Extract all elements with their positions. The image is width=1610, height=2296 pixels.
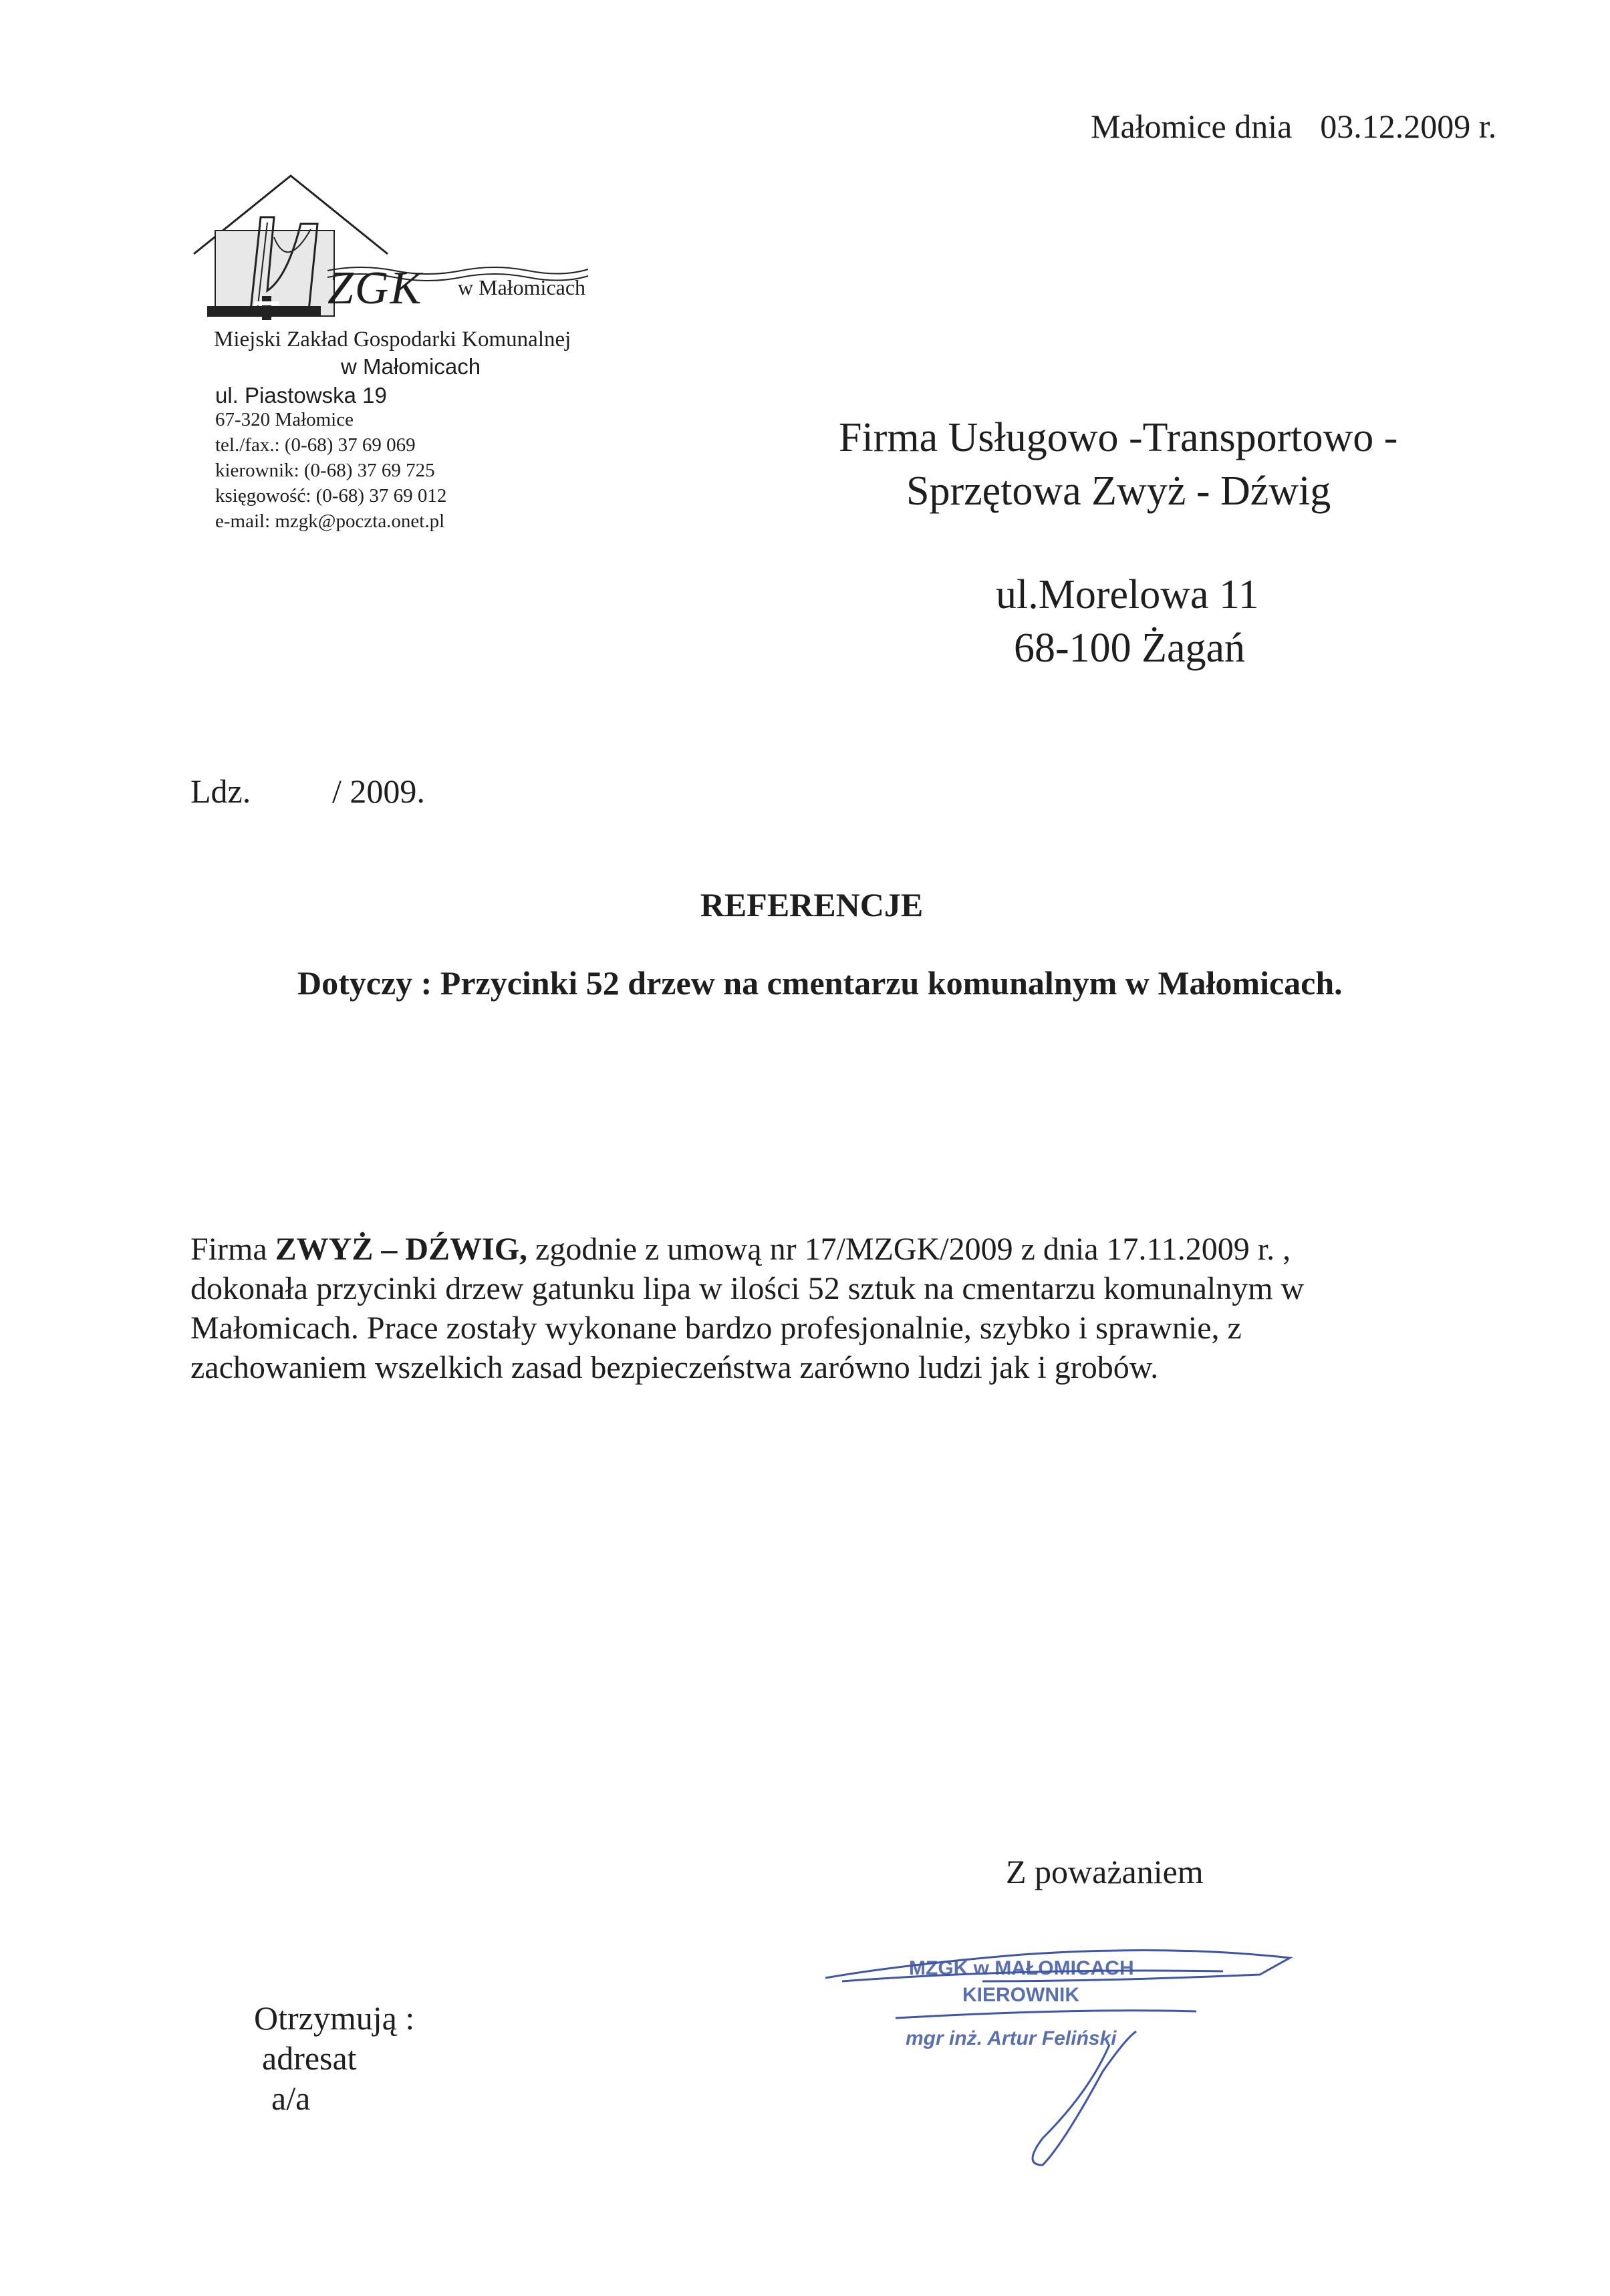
recipient-line1: Firma Usługowo -Transportowo - [839, 415, 1398, 460]
distribution-item-addressee: adresat [262, 2039, 357, 2077]
distribution-label: Otrzymują : [254, 1999, 415, 2037]
sender-accounting-phone: księgowość: (0-68) 37 69 012 [215, 485, 447, 507]
sender-name-line2: w Małomicach [341, 354, 481, 379]
distribution-list [254, 1998, 414, 2118]
sender-tel: tel./fax.: (0-68) 37 69 069 [215, 434, 416, 456]
stamp-line1: MZGK w MAŁOMICACH [909, 1957, 1134, 1979]
sender-postal: 67-320 Małomice [215, 409, 354, 430]
sender-email: e-mail: mzgk@poczta.onet.pl [215, 511, 445, 532]
document-title: REFERENCJE [700, 886, 924, 923]
place-date-label: Małomice dnia [1091, 108, 1293, 145]
distribution-item-file-copy: a/a [271, 2079, 311, 2117]
contractor-name: ZWYŻ – DŹWIG, [275, 1232, 528, 1267]
sender-manager-phone: kierownik: (0-68) 37 69 725 [215, 460, 435, 481]
body-line-3: Małomicach. Prace zostały wykonane bardzo profesjonalnie, szybko i sprawnie, z [190, 1310, 1242, 1346]
body-line1-end: zgodnie z umową nr 17/MZGK/2009 z dnia 17.11.2009 r. , [527, 1232, 1291, 1267]
body-line-4: zachowaniem wszelkich zasad bezpieczeństwa zarówno ludzi jak i grobów. [190, 1350, 1159, 1385]
date-line [1091, 107, 1496, 146]
recipient-street: ul.Morelowa 11 [996, 572, 1259, 617]
reference-number: / 2009. [332, 772, 425, 810]
date-value: 03.12.2009 r. [1320, 108, 1497, 145]
logo-mark-text: ZGK [327, 263, 423, 314]
body-line-1 [190, 1230, 1460, 1269]
body-line1-start: Firma [190, 1232, 275, 1267]
body-line-2: dokonała przycinki drzew gatunku lipa w ilości 52 sztuk na cmentarzu komunalnym w [190, 1271, 1305, 1306]
document-subject: Dotyczy : Przycinki 52 drzew na cmentarzu komunalnym w Małomicach. [297, 964, 1343, 1002]
reference-label: Ldz. [190, 772, 251, 810]
sender-street: ul. Piastowska 19 [215, 383, 387, 408]
stamp-line2: KIEROWNIK [962, 1984, 1079, 2006]
recipient-line2: Sprzętowa Zwyż - Dźwig [906, 468, 1331, 514]
sender-name-line1: Miejski Zakład Gospodarki Komunalnej [214, 327, 571, 351]
signature [825, 1951, 1290, 2165]
logo-mark-suffix: w Małomicach [458, 275, 586, 299]
stamp-line3: mgr inż. Artur Feliński [906, 2027, 1117, 2049]
closing-regards: Z poważaniem [1006, 1853, 1204, 1890]
letter-body [190, 1230, 1460, 1387]
recipient-city: 68-100 Żagań [1014, 625, 1246, 671]
official-stamp [822, 1918, 1303, 2198]
